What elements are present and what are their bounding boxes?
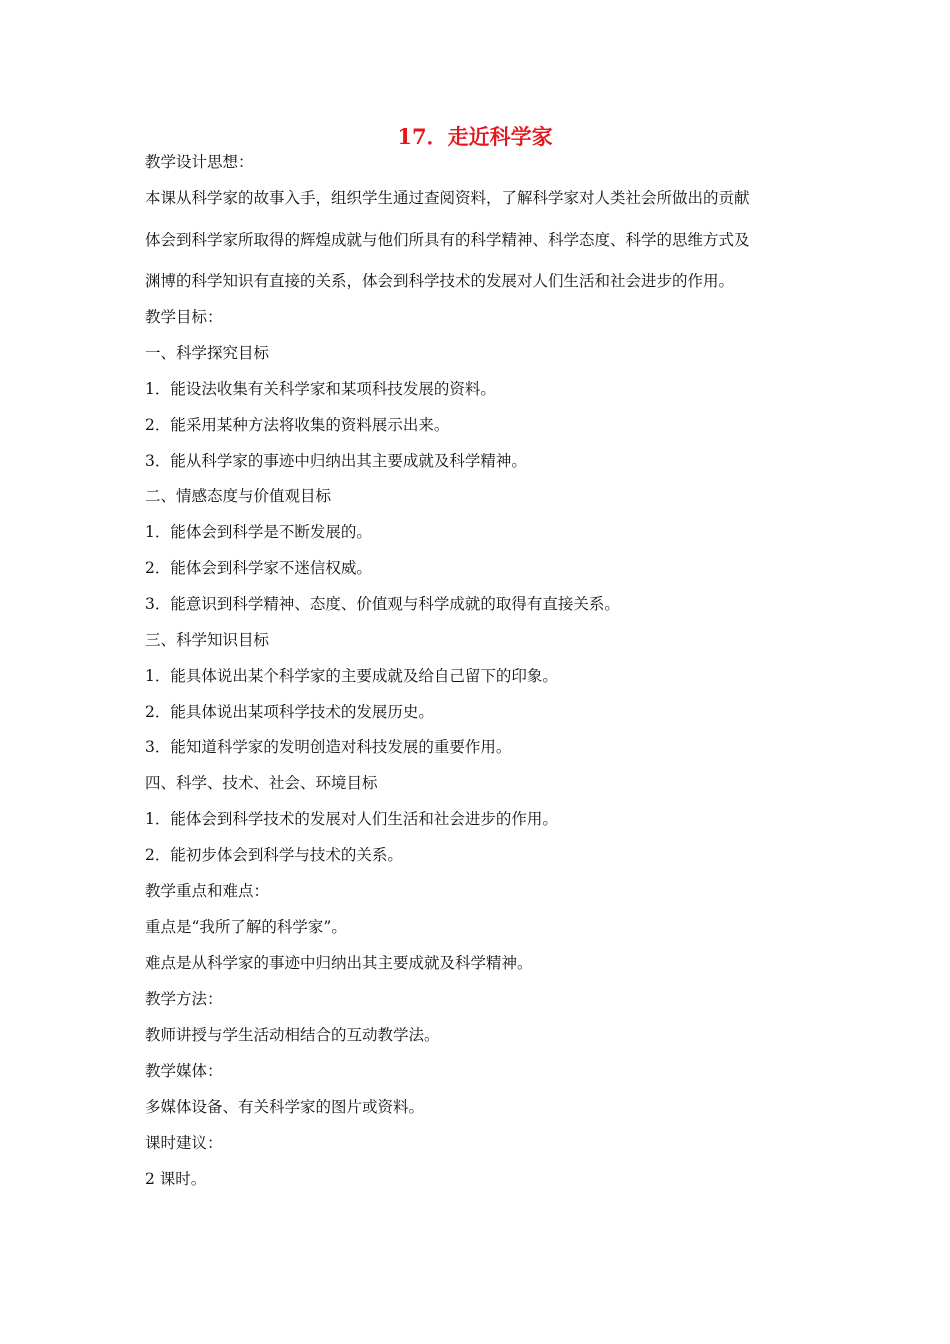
list-item: 2．能初步体会到科学与技术的关系。 — [145, 846, 403, 864]
section-heading-media: 教学媒体： — [145, 1062, 223, 1080]
list-item: 1．能体会到科学是不断发展的。 — [145, 523, 372, 541]
list-item: 2．能采用某种方法将收集的资料展示出来。 — [145, 416, 450, 434]
subsection-heading: 四、科学、技术、社会、环境目标 — [145, 774, 378, 792]
section-heading-goals: 教学目标： — [145, 308, 223, 326]
list-item: 1．能设法收集有关科学家和某项科技发展的资料。 — [145, 380, 496, 398]
paragraph-line: 重点是“我所了解的科学家”。 — [145, 918, 347, 936]
list-item: 1．能具体说出某个科学家的主要成就及给自己留下的印象。 — [145, 667, 558, 685]
list-item: 3．能知道科学家的发明创造对科技发展的重要作用。 — [145, 738, 512, 756]
document-title: 17．走近科学家 — [397, 124, 553, 149]
list-item: 2．能具体说出某项科学技术的发展历史。 — [145, 703, 434, 721]
paragraph-line: 渊博的科学知识有直接的关系，体会到科学技术的发展对人们生活和社会进步的作用。 — [145, 272, 735, 290]
list-item: 2．能体会到科学家不迷信权威。 — [145, 559, 372, 577]
paragraph-line: 难点是从科学家的事迹中归纳出其主要成就及科学精神。 — [145, 954, 533, 972]
paragraph-line: 本课从科学家的故事入手，组织学生通过查阅资料，了解科学家对人类社会所做出的贡献 — [145, 189, 750, 207]
section-heading-methods: 教学方法： — [145, 990, 223, 1008]
section-heading-design-idea: 教学设计思想： — [145, 153, 254, 171]
subsection-heading: 二、情感态度与价值观目标 — [145, 487, 332, 505]
paragraph-line: 2 课时。 — [145, 1170, 207, 1188]
paragraph-line: 多媒体设备、有关科学家的图片或资料。 — [145, 1098, 425, 1116]
paragraph-line: 体会到科学家所取得的辉煌成就与他们所具有的科学精神、科学态度、科学的思维方式及 — [145, 231, 750, 249]
section-heading-schedule: 课时建议： — [145, 1134, 223, 1152]
subsection-heading: 三、科学知识目标 — [145, 631, 270, 649]
paragraph-line: 教师讲授与学生活动相结合的互动教学法。 — [145, 1026, 440, 1044]
section-heading-key-points: 教学重点和难点： — [145, 882, 270, 900]
list-item: 1．能体会到科学技术的发展对人们生活和社会进步的作用。 — [145, 810, 558, 828]
list-item: 3．能意识到科学精神、态度、价值观与科学成就的取得有直接关系。 — [145, 595, 620, 613]
list-item: 3．能从科学家的事迹中归纳出其主要成就及科学精神。 — [145, 452, 527, 470]
subsection-heading: 一、科学探究目标 — [145, 344, 270, 362]
